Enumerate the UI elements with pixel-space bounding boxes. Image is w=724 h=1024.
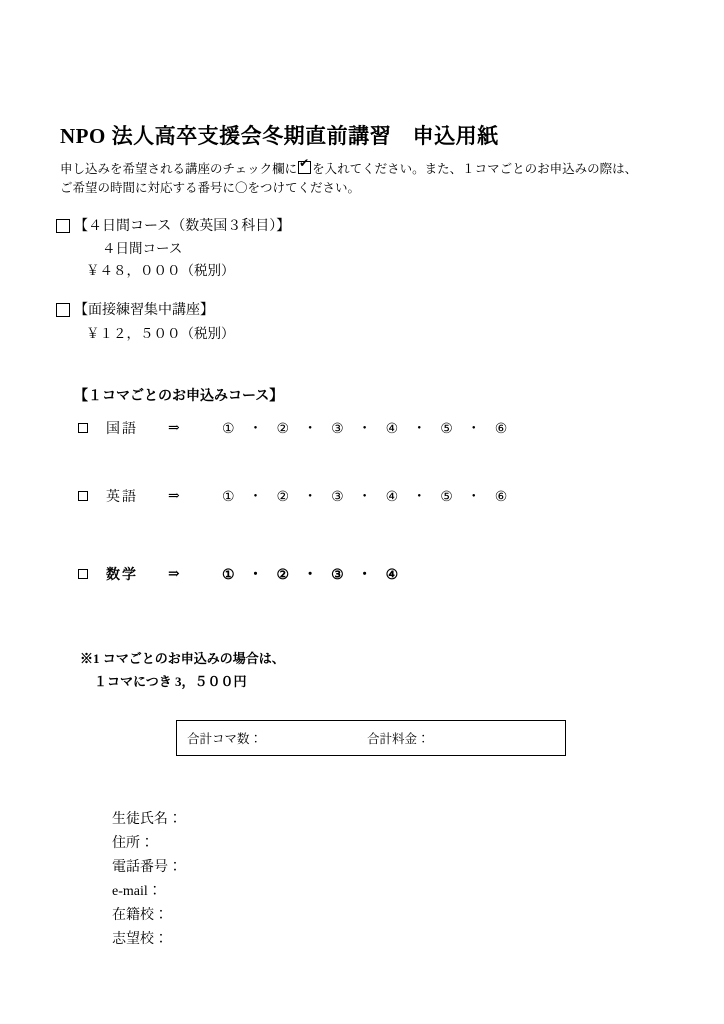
note-line-1: ※1 コマごとのお申込みの場合は、 [80, 651, 285, 667]
course-interview-price: ￥１２，５００（税別） [86, 325, 235, 341]
subject-label-math: 数学 [106, 568, 138, 584]
page-title: NPO 法人高卒支援会冬期直前講習 申込用紙 [60, 124, 499, 148]
arrow-icon-japanese: ⇒ [168, 420, 180, 436]
course-block-interview [56, 300, 668, 345]
total-summary-box [176, 720, 566, 756]
note-block [80, 647, 668, 694]
period-options-math[interactable]: ① ・ ② ・ ③ ・ ④ [222, 568, 399, 584]
per-period-heading: 【１コマごとのお申込みコース】 [74, 389, 284, 405]
field-address[interactable]: 住所： [112, 835, 154, 851]
checkbox-subject-math[interactable] [78, 569, 88, 579]
course-4day-label: 【４日間コース（数英国３科目）】 [74, 218, 291, 234]
arrow-icon-math: ⇒ [168, 566, 180, 582]
intro-text-part1: 申し込みを希望される講座のチェック欄に [60, 162, 298, 176]
course-4day-header[interactable] [56, 216, 668, 238]
field-phone[interactable]: 電話番号： [112, 860, 182, 876]
checkbox-4day-course[interactable] [56, 219, 70, 233]
field-email[interactable]: e-mail： [112, 884, 162, 900]
period-options-english[interactable]: ① ・ ② ・ ③ ・ ④ ・ ⑤ ・ ⑥ [222, 490, 508, 506]
arrow-icon-english: ⇒ [168, 488, 180, 504]
intro-text-part2: を入れてください。また、１コマごとのお申込みの際は、 [312, 162, 638, 176]
subject-row-english[interactable] [78, 481, 668, 511]
course-block-4day [56, 216, 668, 283]
intro-paragraph [60, 160, 668, 198]
checkbox-checked-icon [298, 161, 311, 174]
field-target-school[interactable]: 志望校： [112, 932, 168, 948]
applicant-fields [112, 808, 668, 952]
intro-text-part3: ご希望の時間に対応する番号に〇をつけてください。 [60, 180, 361, 195]
course-interview-header[interactable] [56, 300, 668, 322]
field-student-name[interactable]: 生徒氏名： [112, 811, 182, 827]
checkbox-subject-english[interactable] [78, 491, 88, 501]
note-line-2: １コマにつき 3，５００円 [94, 674, 247, 690]
subject-label-japanese: 国語 [106, 422, 138, 438]
total-fee-label: 合計料金： [367, 731, 430, 746]
field-current-school[interactable]: 在籍校： [112, 908, 168, 924]
checkbox-subject-japanese[interactable] [78, 423, 88, 433]
period-options-japanese[interactable]: ① ・ ② ・ ③ ・ ④ ・ ⑤ ・ ⑥ [222, 422, 508, 438]
subject-row-math[interactable] [78, 559, 668, 589]
course-4day-price: ￥４８，０００（税別） [86, 263, 235, 279]
checkbox-interview-course[interactable] [56, 303, 70, 317]
subject-row-japanese[interactable] [78, 413, 668, 443]
course-interview-label: 【面接練習集中講座】 [74, 303, 214, 319]
course-4day-sub1: ４日間コース [102, 240, 183, 256]
total-periods-label: 合計コマ数： [187, 731, 263, 746]
subject-label-english: 英語 [106, 490, 138, 506]
